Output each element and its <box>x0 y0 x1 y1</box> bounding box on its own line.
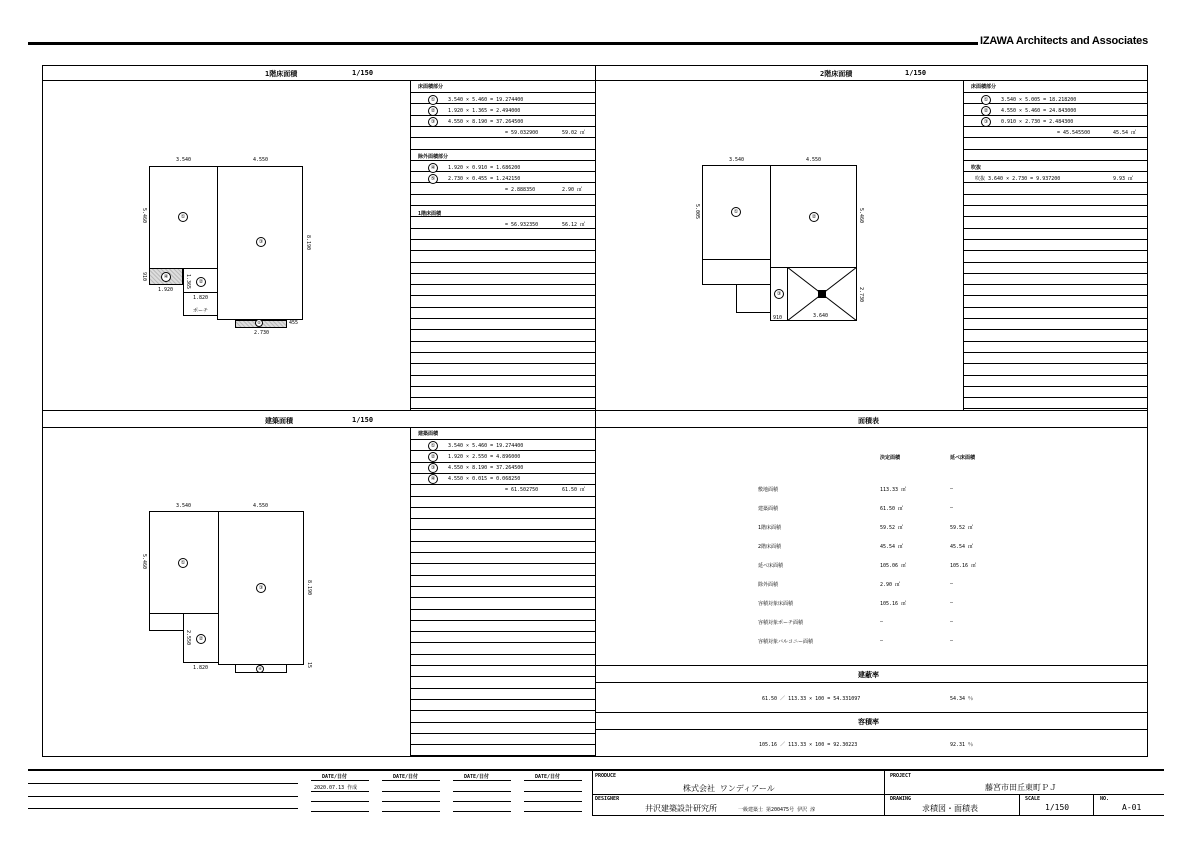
calc-row: 3.540 × 5.005 = 18.218200 <box>1001 97 1077 103</box>
summary-row-value: 59.52 ㎡ <box>950 525 974 531</box>
table-rule <box>410 575 595 576</box>
table-rule <box>410 507 595 508</box>
summary-row-value: 45.54 ㎡ <box>950 544 974 550</box>
floor1-section1: 床面積部分 <box>418 84 444 90</box>
date-label-4: DATE/日付 <box>535 774 561 780</box>
dimension: 5.460 <box>141 208 147 224</box>
floor1-scale: 1/150 <box>352 69 374 77</box>
table-rule <box>410 329 595 330</box>
summary-row-value: 105.16 ㎡ <box>950 563 977 569</box>
produce-value: 株式会社 ワンディアール <box>683 784 775 793</box>
table-rule <box>410 126 595 127</box>
room-label: ① <box>731 207 741 217</box>
room-label: ④ <box>161 272 171 282</box>
summary-col-2: 延べ床面積 <box>950 455 976 461</box>
dimension: 1.365 <box>185 274 191 290</box>
row-number: ① <box>428 441 438 451</box>
project-label: PROJECT <box>890 773 912 779</box>
summary-row-value: 61.50 ㎡ <box>880 506 904 512</box>
date-label-2: DATE/日付 <box>393 774 419 780</box>
table-rule <box>410 518 595 519</box>
coverage-calc: 61.50 ／ 113.33 × 100 = 54.331097 <box>762 696 861 702</box>
subtotal: = 2.888350 <box>505 187 536 193</box>
summary-row-label: 容積対象バルコニー面積 <box>758 639 814 645</box>
date-value: 2020.07.13 作成 <box>314 785 358 791</box>
row-number: ③ <box>981 117 991 127</box>
project-value: 藤宮市田丘東町ＰＪ <box>985 783 1057 792</box>
designer-sub: 一級建築士 第200475号 伊沢 淳 <box>738 807 816 813</box>
summary-row-value: — <box>950 581 954 587</box>
table-rule <box>963 205 1148 206</box>
dimension: 2.730 <box>254 330 270 336</box>
summary-row-label: 敷地面積 <box>758 487 779 493</box>
calc-row: 4.550 × 5.460 = 24.843000 <box>1001 108 1077 114</box>
subtotal-value: 59.02 ㎡ <box>562 130 586 136</box>
floor2-small-area <box>736 284 771 313</box>
summary-row-value: 2.90 ㎡ <box>880 582 901 588</box>
dimension: 2.550 <box>185 630 191 646</box>
table-rule <box>963 137 1148 138</box>
room-label: ④ <box>256 665 264 673</box>
table-rule <box>963 318 1148 319</box>
table-rule <box>410 755 595 756</box>
dimension: 8.190 <box>306 580 312 596</box>
table-rule <box>410 710 595 711</box>
coverage-value: 54.34 ％ <box>950 696 974 702</box>
table-rule <box>410 450 595 451</box>
row-number: ② <box>981 106 991 116</box>
room-label: ③ <box>774 289 784 299</box>
dimension: 5.460 <box>141 554 147 570</box>
floor2-scale: 1/150 <box>905 69 927 77</box>
subtotal: = 61.502750 <box>505 487 539 493</box>
table-rule <box>963 92 1148 93</box>
table-rule <box>410 137 595 138</box>
table-rule <box>410 496 595 497</box>
dimension: 4.550 <box>806 157 822 163</box>
total: = 56.932350 <box>505 222 539 228</box>
table-rule <box>410 484 595 485</box>
table-rule <box>410 149 595 150</box>
summary-row-value: 45.54 ㎡ <box>880 544 904 550</box>
row-number: ④ <box>428 163 438 173</box>
scale-label: SCALE <box>1025 796 1041 802</box>
subtotal-value: 61.50 ㎡ <box>562 487 586 493</box>
table-rule <box>410 552 595 553</box>
summary-row-value: — <box>950 638 954 644</box>
dimension: 2.730 <box>858 287 864 303</box>
calc-row: 4.550 × 8.190 = 37.264500 <box>448 465 524 471</box>
calc-row: 3.540 × 5.460 = 19.274400 <box>448 97 524 103</box>
table-rule <box>410 352 595 353</box>
room-label: ① <box>178 558 188 568</box>
top-rule <box>28 42 978 45</box>
frame-divider-h <box>42 410 1148 411</box>
summary-row-value: 59.52 ㎡ <box>880 525 904 531</box>
titleblock-rule <box>28 769 1164 771</box>
table-rule <box>410 609 595 610</box>
table-rule <box>410 563 595 564</box>
row-number: ① <box>981 95 991 105</box>
floor2-section2: 吹抜 <box>971 165 982 171</box>
calc-row: 0.910 × 2.730 = 2.484300 <box>1001 119 1074 125</box>
summary-row-label: 容積対象ポーチ面積 <box>758 620 804 626</box>
coverage-title: 建蔽率 <box>858 671 879 679</box>
table-rule <box>963 329 1148 330</box>
row-number: ② <box>428 106 438 116</box>
subtotal: = 59.032900 <box>505 130 539 136</box>
table-rule <box>410 665 595 666</box>
floor2-title: 2階床面積 <box>820 70 853 78</box>
table-rule <box>410 541 595 542</box>
table-rule <box>410 307 595 308</box>
table-rule <box>410 620 595 621</box>
table-rule <box>963 194 1148 195</box>
subtotal-value: 2.90 ㎡ <box>562 187 583 193</box>
table-rule <box>963 126 1148 127</box>
summary-title: 面積表 <box>858 417 879 425</box>
calc-row: 3.540 × 5.460 = 19.274400 <box>448 443 524 449</box>
table-rule <box>963 397 1148 398</box>
table-rule <box>963 228 1148 229</box>
calc-row: 4.550 × 0.015 = 0.068250 <box>448 476 521 482</box>
table-rule <box>410 115 595 116</box>
table-rule <box>410 642 595 643</box>
table-rule <box>410 273 595 274</box>
summary-row-value: — <box>880 638 884 644</box>
building-scale: 1/150 <box>352 416 374 424</box>
dimension: 3.540 <box>729 157 745 163</box>
table-rule <box>963 273 1148 274</box>
room-label: ② <box>809 212 819 222</box>
dimension: 4.550 <box>253 503 269 509</box>
floor2-section1: 床面積部分 <box>971 84 997 90</box>
summary-row-value: — <box>950 486 954 492</box>
table-rule <box>963 352 1148 353</box>
table-rule <box>410 194 595 195</box>
table-rule <box>963 295 1148 296</box>
summary-row-label: 容積対象床面積 <box>758 601 794 607</box>
table-rule <box>963 262 1148 263</box>
table-rule <box>410 722 595 723</box>
total-value: 56.12 ㎡ <box>562 222 586 228</box>
room-label: ③ <box>256 583 266 593</box>
table-rule <box>963 216 1148 217</box>
summary-row-value: — <box>950 600 954 606</box>
drawing-value: 求積図・面積表 <box>922 804 978 813</box>
dimension: 4.550 <box>253 157 269 163</box>
floor1-title: 1階床面積 <box>265 70 298 78</box>
table-rule <box>963 284 1148 285</box>
table-rule <box>410 171 595 172</box>
dimension: 910 <box>773 315 783 321</box>
porch-label: ポーチ <box>193 308 209 314</box>
table-rule <box>410 408 595 409</box>
table-rule <box>963 182 1148 183</box>
designer-value: 井沢建築設計研究所 <box>645 804 717 813</box>
void-value: 9.93 ㎡ <box>1113 176 1134 182</box>
table-rule <box>963 115 1148 116</box>
dimension: 1.820 <box>193 295 209 301</box>
dimension: 3.640 <box>813 313 829 319</box>
table-rule <box>410 462 595 463</box>
table-rule <box>410 103 595 104</box>
dimension: 1.820 <box>193 665 209 671</box>
firm-name: IZAWA Architects and Associates <box>980 35 1149 47</box>
table-rule <box>963 103 1148 104</box>
building-section1: 建築面積 <box>418 431 439 437</box>
table-rule <box>963 250 1148 251</box>
floor2-lower-area <box>702 259 771 285</box>
summary-col-1: 決定面積 <box>880 455 901 461</box>
table-rule <box>410 239 595 240</box>
table-rule <box>410 654 595 655</box>
room-label: ② <box>196 277 206 287</box>
table-rule <box>963 239 1148 240</box>
building-lower-area <box>149 613 184 631</box>
row-number: ② <box>428 452 438 462</box>
dimension: 3.540 <box>176 503 192 509</box>
table-rule <box>410 676 595 677</box>
table-rule <box>410 597 595 598</box>
table-rule <box>410 699 595 700</box>
table-rule <box>410 375 595 376</box>
table-rule <box>410 386 595 387</box>
dimension: 15 <box>306 662 312 669</box>
scale-value: 1/150 <box>1045 803 1070 812</box>
calc-row: 1.920 × 2.550 = 4.896000 <box>448 454 521 460</box>
dimension: 5.460 <box>858 208 864 224</box>
table-rule <box>410 295 595 296</box>
floor1-section2: 除外面積部分 <box>418 154 449 160</box>
room-label: ② <box>196 634 206 644</box>
dimension: 5.005 <box>694 204 700 220</box>
far-title: 容積率 <box>858 718 879 726</box>
table-rule <box>410 363 595 364</box>
table-rule <box>963 160 1148 161</box>
row-number: ④ <box>428 474 438 484</box>
subtotal: = 45.545500 <box>1057 130 1091 136</box>
floor1-section3: 1階床面積 <box>418 211 442 217</box>
produce-label: PRODUCE <box>595 773 617 779</box>
far-calc: 105.16 ／ 113.33 × 100 = 92.30223 <box>759 742 858 748</box>
designer-label: DESIGNER <box>595 796 620 802</box>
date-label: DATE/日付 <box>322 774 348 780</box>
table-rule <box>963 386 1148 387</box>
table-rule <box>963 307 1148 308</box>
summary-row-value: — <box>950 505 954 511</box>
no-value: A-01 <box>1122 803 1142 812</box>
row-number: ⑤ <box>428 174 438 184</box>
table-rule <box>410 439 595 440</box>
table-rule <box>410 688 595 689</box>
table-rule <box>410 586 595 587</box>
table-rule <box>410 284 595 285</box>
table-rule <box>410 733 595 734</box>
dimension: 455 <box>289 320 299 326</box>
calc-row: 4.550 × 8.190 = 37.264500 <box>448 119 524 125</box>
summary-row-value: 105.06 ㎡ <box>880 563 907 569</box>
table-rule <box>963 149 1148 150</box>
date-label-3: DATE/日付 <box>464 774 490 780</box>
no-label: NO. <box>1100 796 1110 802</box>
building-title: 建築面積 <box>265 417 293 425</box>
table-rule <box>410 92 595 93</box>
table-rule <box>410 473 595 474</box>
summary-row-label: 延べ床面積 <box>758 563 784 569</box>
summary-row-value: 105.16 ㎡ <box>880 601 907 607</box>
row-number: ① <box>428 95 438 105</box>
table-rule <box>410 529 595 530</box>
drawing-label: DRAWING <box>890 796 912 802</box>
table-rule <box>410 744 595 745</box>
dimension: 910 <box>141 272 147 282</box>
table-rule <box>963 171 1148 172</box>
subtotal-value: 45.54 ㎡ <box>1113 130 1137 136</box>
summary-row-label: 建築面積 <box>758 506 779 512</box>
room-label: ① <box>178 212 188 222</box>
summary-row-value: — <box>880 619 884 625</box>
dimension: 1.920 <box>158 287 174 293</box>
table-rule <box>410 205 595 206</box>
summary-row-label: 2階床面積 <box>758 544 782 550</box>
row-number: ③ <box>428 117 438 127</box>
dimension: 3.540 <box>176 157 192 163</box>
calc-row: 1.920 × 1.365 = 2.494000 <box>448 108 521 114</box>
table-rule <box>410 182 595 183</box>
far-value: 92.31 ％ <box>950 742 974 748</box>
room-label: ⑤ <box>255 319 263 327</box>
table-rule <box>410 341 595 342</box>
table-rule <box>963 341 1148 342</box>
summary-row-value: 113.33 ㎡ <box>880 487 907 493</box>
table-rule <box>963 363 1148 364</box>
calc-row: 1.920 × 0.910 = 1.686200 <box>448 165 521 171</box>
dimension: 8.190 <box>305 235 311 251</box>
row-number: ③ <box>428 463 438 473</box>
calc-row: 2.730 × 0.455 = 1.242150 <box>448 176 521 182</box>
table-rule <box>963 375 1148 376</box>
table-rule <box>410 250 595 251</box>
summary-row-value: — <box>950 619 954 625</box>
table-rule <box>410 397 595 398</box>
frame-divider-v <box>595 65 596 757</box>
table-rule <box>410 318 595 319</box>
table-rule <box>410 262 595 263</box>
void-row: 吹抜 3.640 × 2.730 = 9.937200 <box>975 176 1061 182</box>
room-label: ③ <box>256 237 266 247</box>
summary-row-label: 除外面積 <box>758 582 779 588</box>
summary-row-label: 1階床面積 <box>758 525 782 531</box>
table-rule <box>963 408 1148 409</box>
table-rule <box>410 631 595 632</box>
